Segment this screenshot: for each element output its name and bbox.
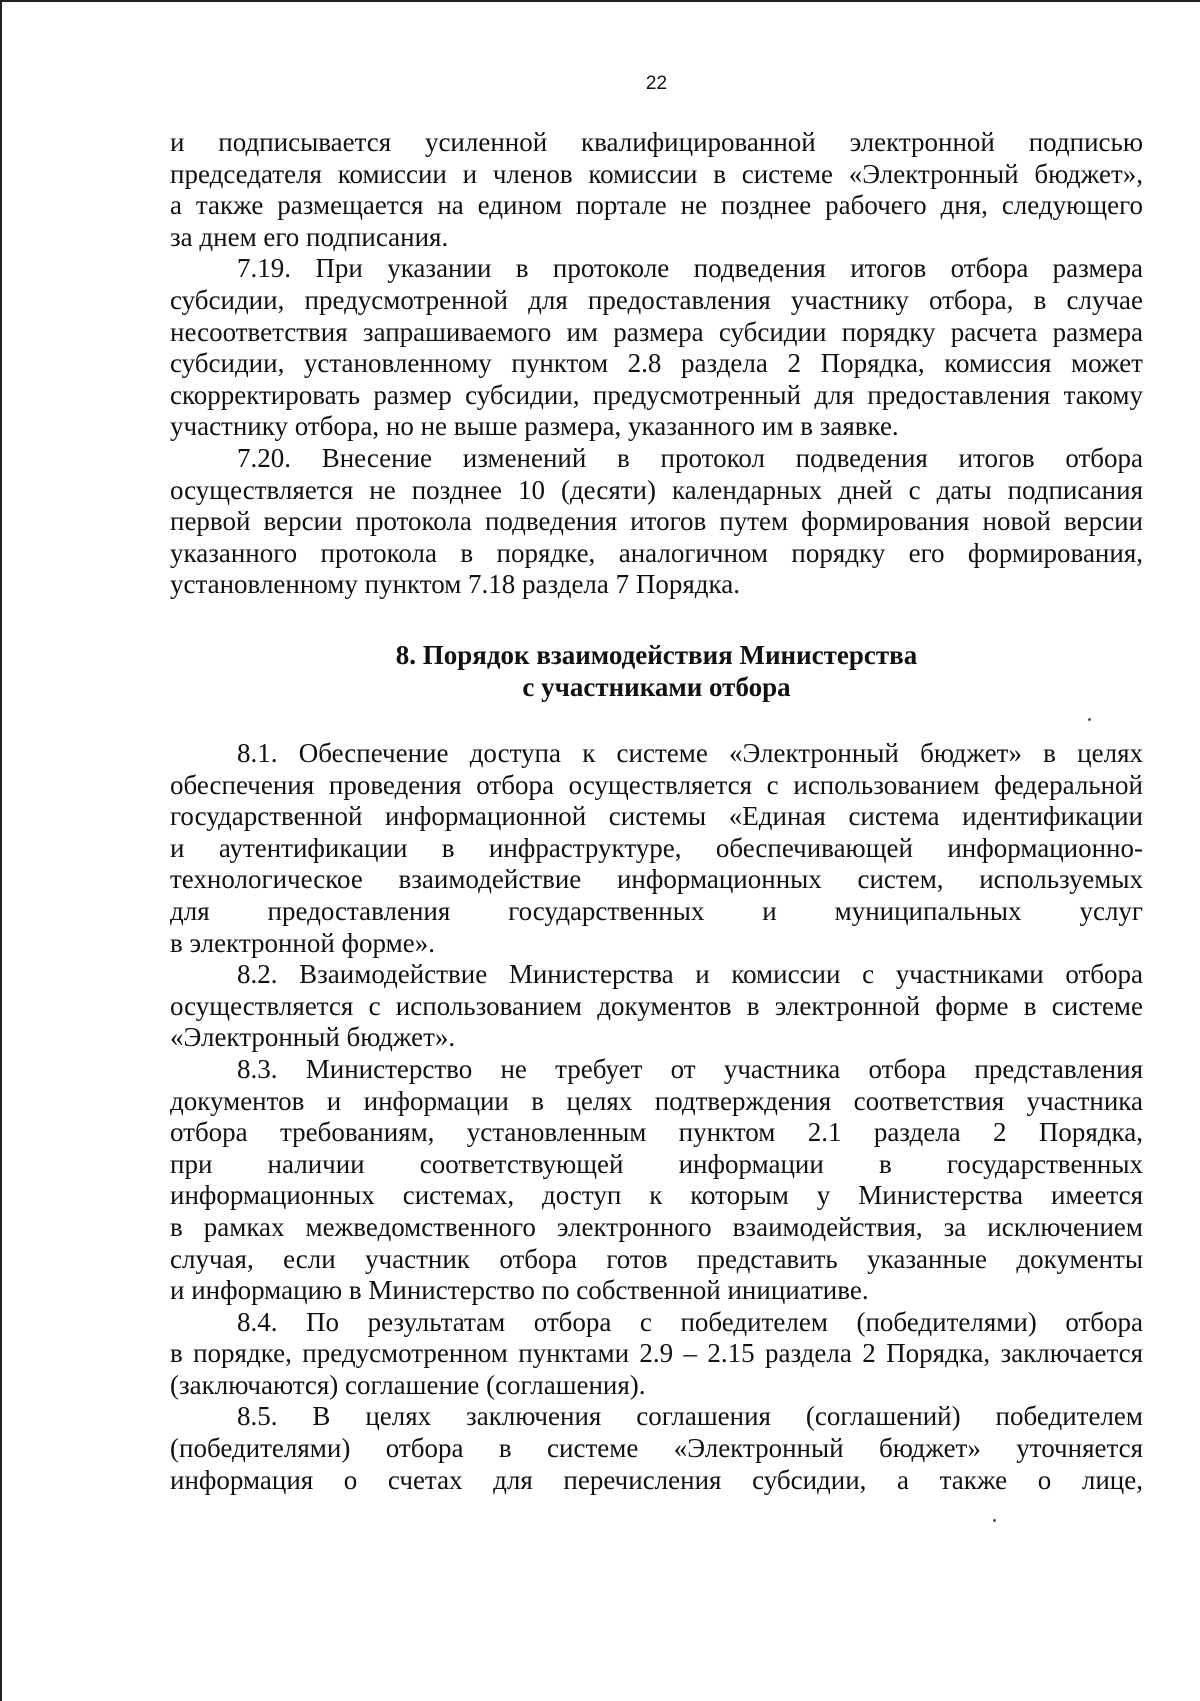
text-line: первой версии протокола подведения итогов путем формирования новой версии [170,506,1143,537]
text-line: и аутентификации в инфраструктуре, обеспечивающей информационно- [170,832,1143,863]
text-line: случая, если участник отбора готов представить указанные документы [170,1243,1143,1274]
scan-speck [1088,718,1091,721]
text-line: установленному пунктом 7.18 раздела 7 Порядка. [170,569,740,600]
paragraph-8-1-start: 8.1. Обеспечение доступа к системе «Электронный бюджет» в целях [237,738,1143,768]
text-line: информация о счетах для перечисления субсидии, а также о лице, [170,1464,1143,1495]
text-line: (заключаются) соглашение (соглашения). [170,1369,646,1400]
text-line: осуществляется не позднее 10 (десяти) календарных дней с даты подписания [170,474,1143,505]
text-line: технологическое взаимодействие информационных систем, используемых [170,864,1143,895]
text-line: (победителями) отбора в системе «Электронный бюджет» уточняется [170,1433,1143,1464]
paragraph-8-5-start: 8.5. В целях заключения соглашения (соглашений) победителем [237,1401,1143,1432]
paragraph-8-3-start: 8.3. Министерство не требует от участника отбора представления [237,1053,1143,1084]
paragraph-7-19-start: 7.19. При указании в протоколе подведения итогов отбора размера [237,253,1143,284]
text-line: при наличии соответствующей информации в государственных [170,1148,1143,1179]
text-line: и подписывается усиленной квалифицированной электронной подписью [170,127,1143,157]
text-line: несоответствия запрашиваемого им размера субсидии порядку расчета размера [170,316,1143,347]
text-line: документов и информации в целях подтверждения соответствия участника [170,1085,1143,1116]
section-8-body [170,738,1143,1496]
scan-speck [993,1519,996,1522]
text-line: председателя комиссии и членов комиссии в системе «Электронный бюджет», [170,158,1143,189]
text-line: и информацию в Министерство по собственной инициативе. [170,1275,869,1306]
text-line: в порядке, предусмотренном пунктами 2.9 – 2.15 раздела 2 Порядка, заключается [170,1338,1143,1369]
heading-line: с участниками отбора [522,672,791,702]
text-line: обеспечения проведения отбора осуществляется с использованием федеральной [170,769,1143,800]
text-line: отбора требованиям, установленным пунктом 2.1 раздела 2 Порядка, [170,1117,1143,1148]
text-line: в рамках межведомственного электронного взаимодействия, за исключением [170,1211,1143,1242]
text-line: в электронной форме». [170,927,435,958]
text-line: а также размещается на едином портале не позднее рабочего дня, следующего [170,190,1143,221]
text-line: для предоставления государственных и муниципальных услуг [170,895,1143,926]
paragraph-7-20-start: 7.20. Внесение изменений в протокол подведения итогов отбора [237,442,1143,473]
text-line: участнику отбора, но не выше размера, указанного им в заявке. [170,411,899,442]
text-line: субсидии, предусмотренной для предоставления участнику отбора, в случае [170,284,1143,315]
text-line: за днем его подписания. [170,221,449,252]
text-line: указанного протокола в порядке, аналогичном порядку его формирования, [170,537,1143,568]
text-line: субсидии, установленному пунктом 2.8 раздела 2 Порядка, комиссия может [170,348,1143,379]
text-line: информационных системах, доступ к которым у Министерства имеется [170,1180,1143,1211]
page-number: 22 [645,73,668,94]
text-line: скорректировать размер субсидии, предусмотренный для предоставления такому [170,379,1143,410]
section-7-continuation [170,127,1143,601]
heading-line: 8. Порядок взаимодействия Министерства [395,640,918,670]
paragraph-8-2-start: 8.2. Взаимодействие Министерства и комиссии с участниками отбора [237,959,1143,990]
text-line: «Электронный бюджет». [170,1022,456,1053]
paragraph-8-4-start: 8.4. По результатам отбора с победителем (победителями) отбора [237,1306,1143,1337]
section-8-heading [170,640,1143,704]
text-line: государственной информационной системы «Единая система идентификации [170,801,1143,832]
text-line: осуществляется с использованием документов в электронной форме в системе [170,990,1143,1021]
